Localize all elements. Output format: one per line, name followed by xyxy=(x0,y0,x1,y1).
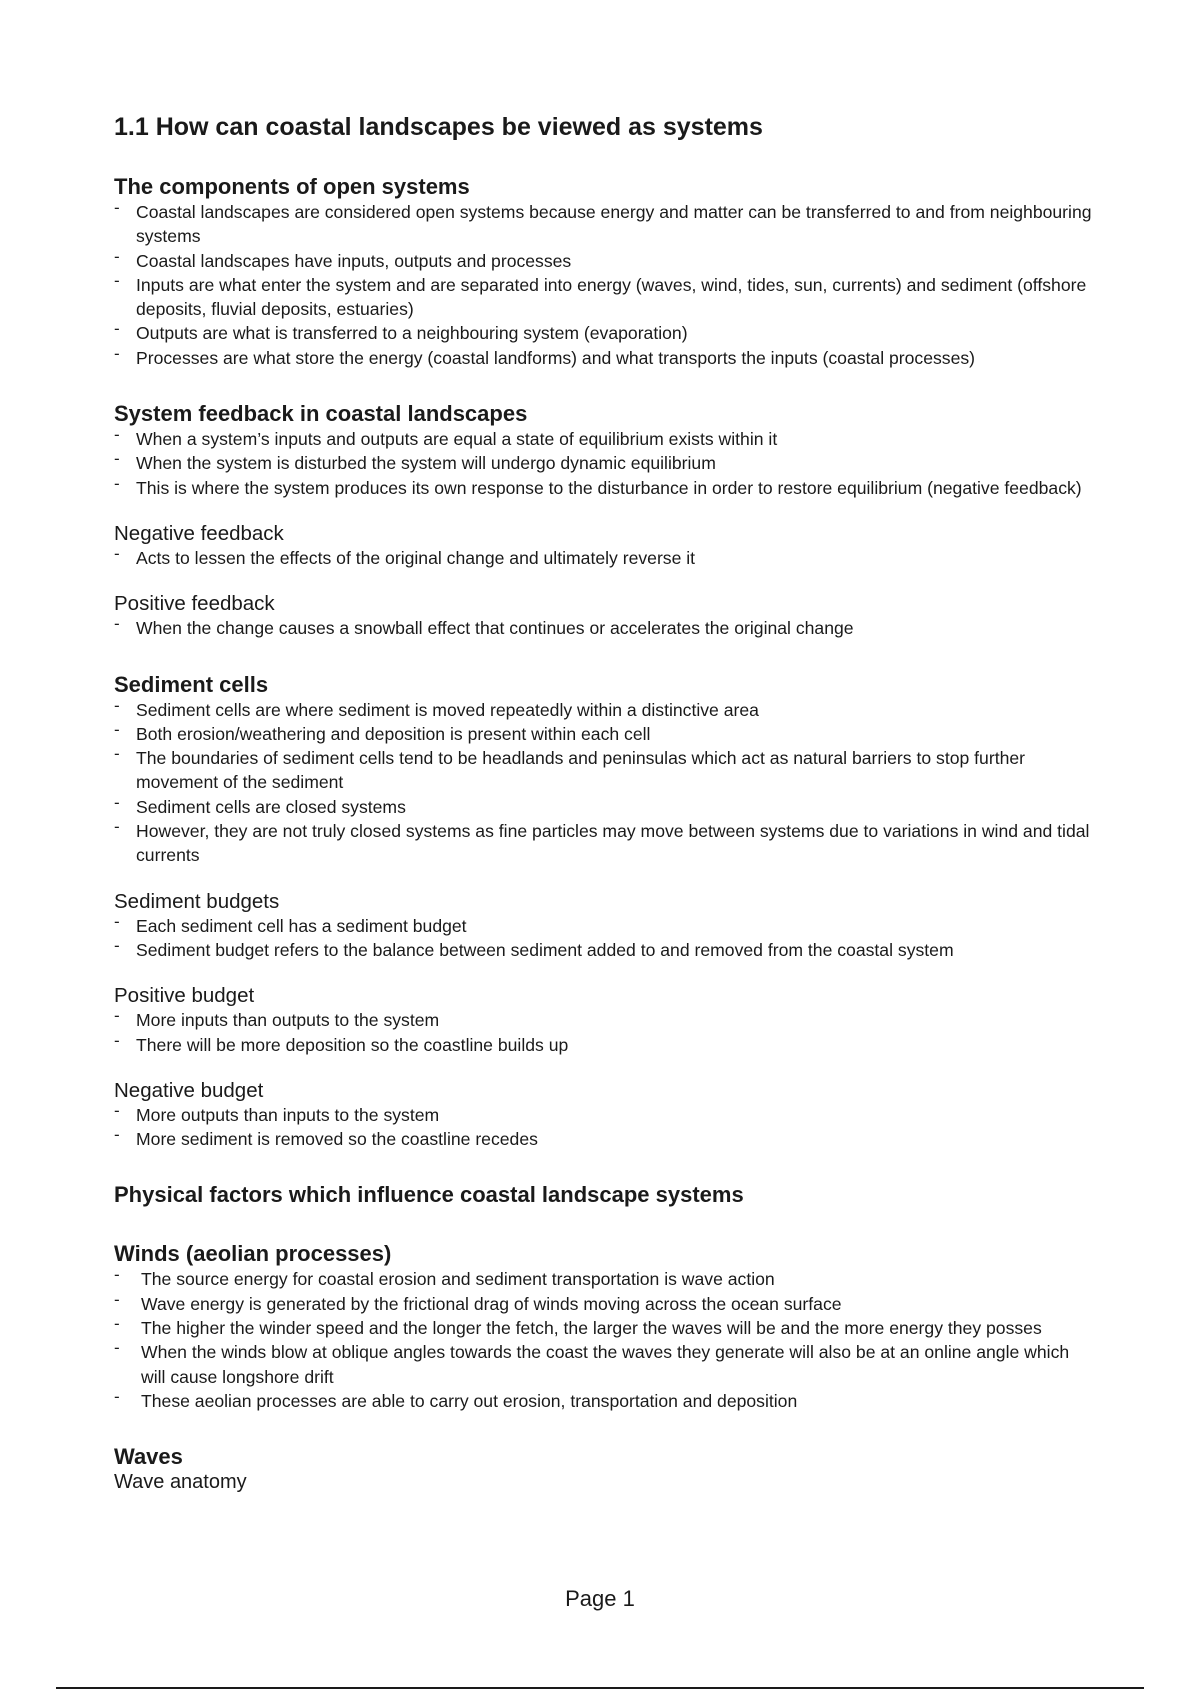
list-item: - Acts to lessen the effects of the original change and ultimately reverse it xyxy=(114,546,1094,570)
bullet-list-negative-feedback xyxy=(114,546,1094,570)
section-heading-feedback: System feedback in coastal landscapes xyxy=(114,401,528,427)
list-item: - More inputs than outputs to the system xyxy=(114,1008,1094,1032)
section-heading-physical-factors: Physical factors which influence coastal landscape systems xyxy=(114,1182,744,1208)
subheading-positive-budget: Positive budget xyxy=(114,984,255,1008)
list-item: - The higher the winder speed and the longer the fetch, the larger the waves will be and the more energy they posses xyxy=(114,1316,1094,1340)
bullet-list-positive-feedback xyxy=(114,616,1094,640)
list-item: - Sediment budget refers to the balance between sediment added to and removed from the coastal system xyxy=(114,938,1094,962)
list-item: - The boundaries of sediment cells tend to be headlands and peninsulas which act as natural barriers to stop further movement of the sediment xyxy=(114,746,1094,795)
list-item: - Processes are what store the energy (coastal landforms) and what transports the inputs (coastal processes) xyxy=(114,346,1094,370)
list-item: - However, they are not truly closed systems as fine particles may move between systems due to variations in wind and tidal currents xyxy=(114,819,1094,868)
list-item: - Both erosion/weathering and deposition is present within each cell xyxy=(114,722,1094,746)
subheading-negative-budget: Negative budget xyxy=(114,1078,264,1102)
waves-subheading: Wave anatomy xyxy=(114,1471,247,1494)
page-number: Page 1 xyxy=(565,1586,635,1611)
list-item: - Coastal landscapes have inputs, outputs and processes xyxy=(114,249,1094,273)
bullet-list-sediment-cells xyxy=(114,698,1094,868)
list-item: - There will be more deposition so the coastline builds up xyxy=(114,1033,1094,1057)
list-item: - These aeolian processes are able to carry out erosion, transportation and deposition xyxy=(114,1389,1094,1413)
subheading-sediment-budgets: Sediment budgets xyxy=(114,889,280,913)
section-heading-waves: Waves xyxy=(114,1444,183,1470)
list-item: - When the change causes a snowball effect that continues or accelerates the original change xyxy=(114,616,1094,640)
subheading-positive-feedback: Positive feedback xyxy=(114,592,275,616)
section-heading-open-systems: The components of open systems xyxy=(114,174,470,199)
bullet-list-sediment-budgets xyxy=(114,914,1094,963)
list-item: - Sediment cells are where sediment is moved repeatedly within a distinctive area xyxy=(114,698,1094,722)
list-item: - When the winds blow at oblique angles towards the coast the waves they generate will also be at an online angle which will cause longshore drift xyxy=(114,1340,1094,1389)
page-title: 1.1 How can coastal landscapes be viewed as systems xyxy=(114,113,763,141)
list-item: - When the system is disturbed the system will undergo dynamic equilibrium xyxy=(114,451,1094,475)
bullet-list-negative-budget xyxy=(114,1103,1094,1152)
list-item: - More sediment is removed so the coastline recedes xyxy=(114,1127,1094,1151)
list-item: - Coastal landscapes are considered open systems because energy and matter can be transferred to and from neighbouring systems xyxy=(114,200,1094,249)
document-page xyxy=(114,112,1094,1495)
bullet-list-feedback xyxy=(114,427,1094,500)
list-item: - Each sediment cell has a sediment budget xyxy=(114,914,1094,938)
bullet-list-open-systems xyxy=(114,200,1094,370)
list-item: - Outputs are what is transferred to a neighbouring system (evaporation) xyxy=(114,321,1094,345)
section-heading-winds: Winds (aeolian processes) xyxy=(114,1241,392,1267)
list-item: - Wave energy is generated by the frictional drag of winds moving across the ocean surface xyxy=(114,1292,1094,1316)
list-item: - More outputs than inputs to the system xyxy=(114,1103,1094,1127)
footer-divider xyxy=(56,1687,1144,1689)
list-item: - Inputs are what enter the system and are separated into energy (waves, wind, tides, sun, currents) and sediment (offshore deposits, fluvial deposits, estuaries) xyxy=(114,273,1094,322)
list-item: - The source energy for coastal erosion and sediment transportation is wave action xyxy=(114,1267,1094,1291)
section-heading-sediment-cells: Sediment cells xyxy=(114,671,269,697)
subheading-negative-feedback: Negative feedback xyxy=(114,521,284,545)
list-item: - Sediment cells are closed systems xyxy=(114,795,1094,819)
bullet-list-positive-budget xyxy=(114,1008,1094,1057)
list-item: - This is where the system produces its own response to the disturbance in order to restore equilibrium (negative feedback) xyxy=(114,476,1094,500)
list-item: - When a system’s inputs and outputs are equal a state of equilibrium exists within it xyxy=(114,427,1094,451)
bullet-list-winds xyxy=(114,1267,1094,1413)
